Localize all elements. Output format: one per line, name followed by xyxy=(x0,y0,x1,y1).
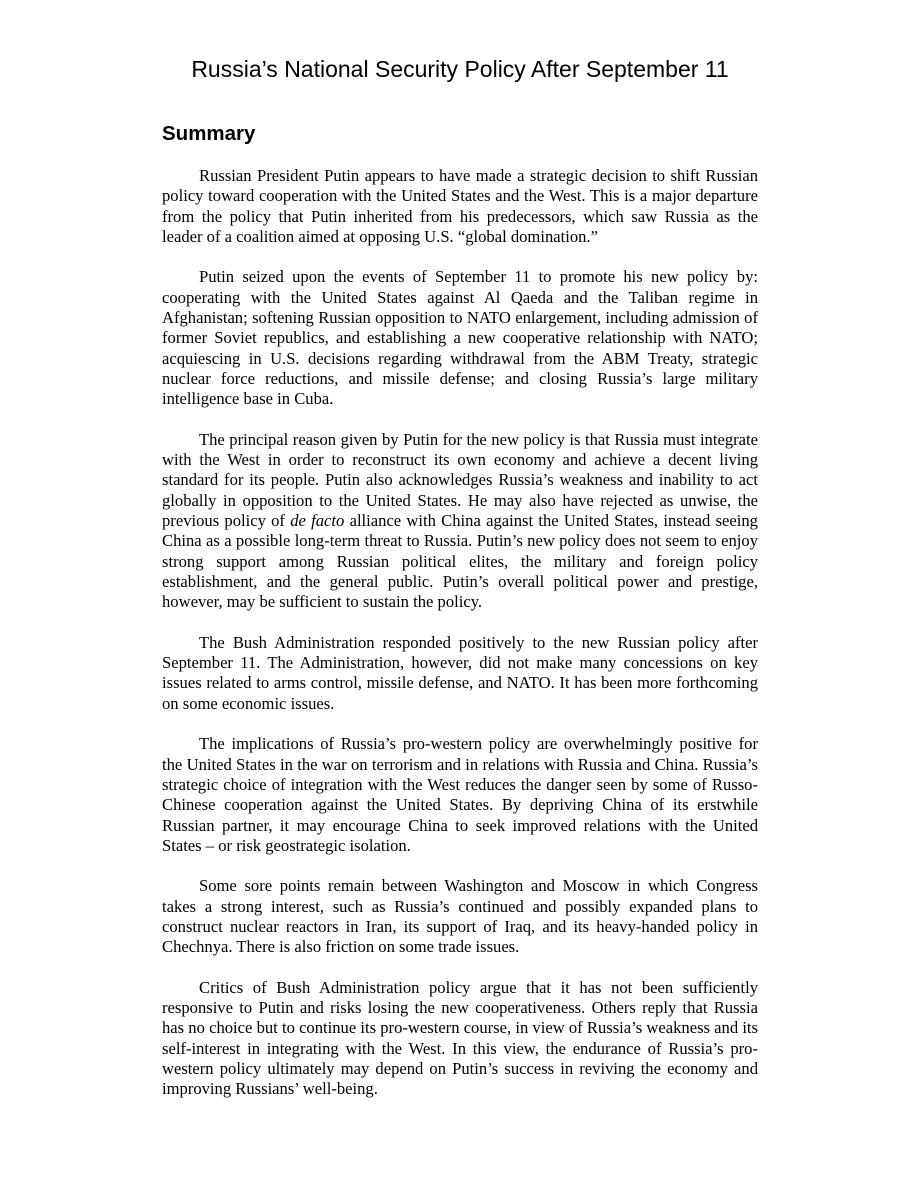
paragraph-4: The Bush Administration responded positively to the new Russian policy after September 11. The Administration, however, did not make many concessions on key issues related to arms control, missile defense, and NATO. It has been more forthcoming on some economic issues. xyxy=(162,632,758,713)
section-heading-summary: Summary xyxy=(162,122,256,145)
paragraph-3-italic-phrase: de facto xyxy=(290,511,345,531)
paragraph-2: Putin seized upon the events of September 11 to promote his new policy by: cooperating with the United States against Al Qaeda and the Taliban regime in Afghanistan; softening Russian opposition to NATO enlargement, including admission of former Soviet republics, and establishing a new cooperative relationship with NATO; acquiescing in U.S. decisions regarding withdrawal from the ABM Treaty, strategic nuclear force reductions, and missile defense; and closing Russia’s large military intelligence base in Cuba. xyxy=(162,267,758,409)
paragraph-3-text-after-italic: alliance with China against the United States, instead seeing China as a possible long-term threat to Russia. Putin’s new policy does not seem to enjoy strong support among Russian political elites, the military and foreign policy establishment, and the general public. Putin’s overall political power and prestige, however, may be sufficient to sustain the policy. xyxy=(162,511,758,612)
paragraph-7: Critics of Bush Administration policy argue that it has not been sufficiently responsive to Putin and risks losing the new cooperativeness. Others reply that Russia has no choice but to continue its pro-western course, in view of Russia’s weakness and its self-interest in integrating with the West. In this view, the endurance of Russia’s pro-western policy ultimately may depend on Putin’s success in reviving the economy and improving Russians’ well-being. xyxy=(162,977,758,1099)
document-title: Russia’s National Security Policy After September 11 xyxy=(191,56,729,82)
paragraph-1: Russian President Putin appears to have made a strategic decision to shift Russian policy toward cooperation with the United States and the West. This is a major departure from the policy that Putin inherited from his predecessors, which saw Russia as the leader of a coalition aimed at opposing U.S. “global domination.” xyxy=(162,166,758,246)
paragraph-3-text-before-italic: The principal reason given by Putin for the new policy is that Russia must integrate with the West in order to reconstruct its own economy and achieve a decent living standard for its people. Putin also acknowledges Russia’s weakness and inability to act globally in opposition to the United States. He may also have rejected as unwise, the previous policy of xyxy=(162,429,758,531)
paragraph-5: The implications of Russia’s pro-western policy are overwhelmingly positive for the United States in the war on terrorism and in relations with Russia and China. Russia’s strategic choice of integration with the West reduces the danger seen by some of Russo-Chinese cooperation against the United States. By depriving China of its erstwhile Russian partner, it may encourage China to seek improved relations with the United States – or risk geostrategic isolation. xyxy=(162,734,758,855)
summary-body xyxy=(162,166,758,1120)
paragraph-6: Some sore points remain between Washington and Moscow in which Congress takes a strong interest, such as Russia’s continued and possibly expanded plans to construct nuclear reactors in Iran, its support of Iraq, and its heavy-handed policy in Chechnya. There is also friction on some trade issues. xyxy=(162,876,758,957)
paragraph-3 xyxy=(162,430,758,613)
